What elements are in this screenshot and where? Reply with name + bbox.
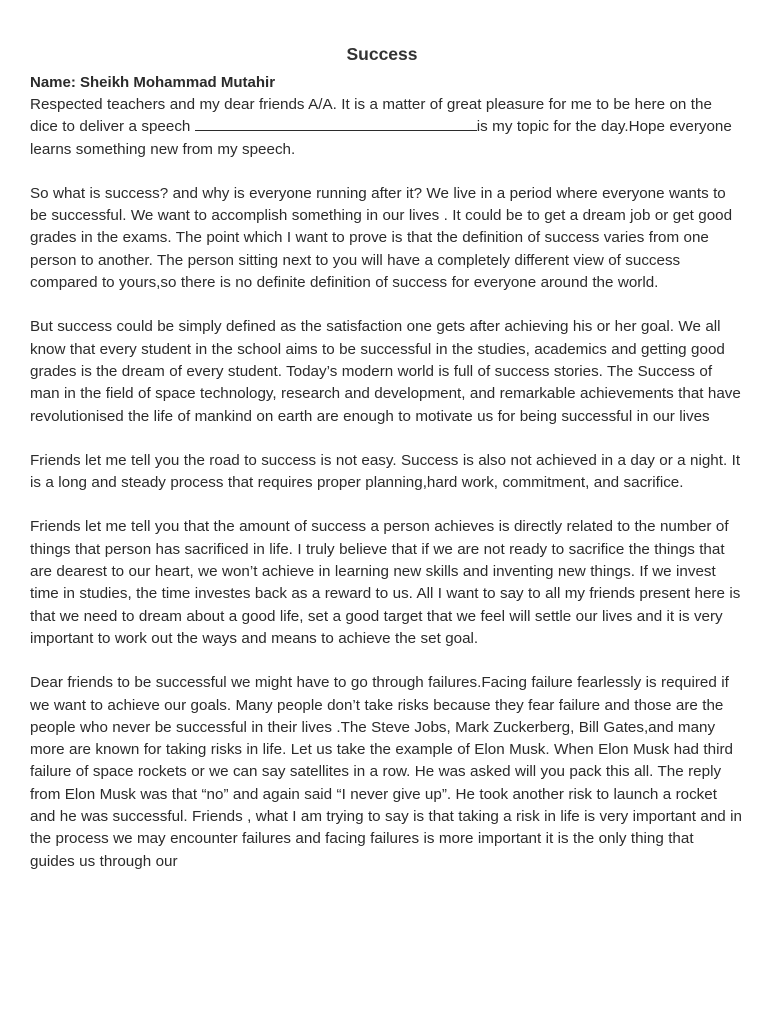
paragraph-satisfaction: But success could be simply defined as the satisfaction one gets after achieving his or her goal. We all know that every student in the school aims to be successful in the studies, academics and getting good grades is the dream of every student. Today’s modern world is full of success stories. The Success of man in the field of space technology, research and development, and remarkable achievements that have revolutionised the life of mankind on earth are enough to motivate us for being successful in our lives: [30, 318, 741, 425]
paragraph-definition: So what is success? and why is everyone running after it? We live in a period where everyone wants to be successful. We want to accomplish something in our lives . It could be to get a dream job or get good grades in the exams. The point which I want to prove is that the definition of success varies from one person to another. The person sitting next to you will have a completely different view of success compared to yours,so there is no definite definition of success for everyone around the world.: [30, 184, 733, 292]
author-line: Name: Sheikh Mohammad Mutahir: [30, 74, 276, 91]
intro-text-after-blank: is my topic for the day.Hope everyone learns something new from my speech.: [30, 118, 732, 158]
topic-blank-line: [195, 116, 477, 131]
paragraph-failures: Dear friends to be successful we might have to go through failures.Facing failure fearlessly is required if we want to achieve our goals. Many people don’t take risks because they fear failure and those are the people who never be successful in their lives .The Steve Jobs, Mark Zuckerberg, Bill Gates,and many more are known for taking risks in life. Let us take the example of Elon Musk. When Elon Musk had third failure of space rockets or we can say satellites in a row. He was asked will you pack this all. The reply from Elon Musk was that “no” and again said “I never give up”. He took another risk to launch a rocket and he was successful. Friends , what I am trying to say is that taking a risk in life is very important and in the process we may encounter failures and facing failures is more important it is the only thing that guides us through our: [30, 674, 742, 870]
document-page: [30, 42, 742, 895]
paragraph-road-to-success: Friends let me tell you the road to success is not easy. Success is also not achieved in a day or a night. It is a long and steady process that requires proper planning,hard work, commitment, and sacrifice.: [30, 451, 741, 492]
document-title: Success: [346, 44, 418, 64]
intro-text-before-blank: Respected teachers and my dear friends A/A. It is a matter of great pleasure for me to be here on the dice to deliver a speech: [30, 96, 712, 136]
intro-paragraph: [30, 94, 742, 161]
paragraph-sacrifice: Friends let me tell you that the amount of success a person achieves is directly related to the number of things that person has sacrificed in life. I truly believe that if we are not ready to sacrifice the things that are dearest to our heart, we won’t achieve in learning new skills and inventing new things. If we invest time in studies, the time investes back as a reward to us. All I want to say to all my friends present here is that we need to dream about a good life, set a good target that we feel will settle our lives and it is very important to work out the ways and means to achieve the set goal.: [30, 518, 741, 647]
